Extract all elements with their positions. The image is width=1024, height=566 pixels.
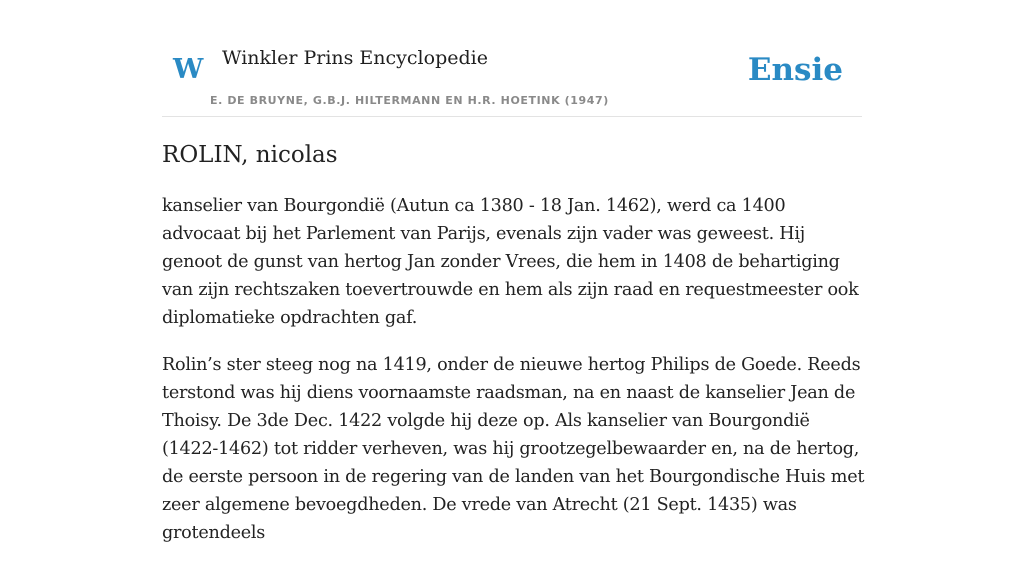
entry-paragraph: kanselier van Bourgondië (Autun ca 1380 - 18 Jan. 1462), werd ca 1400 advocaat bij het Parlement van Parijs, evenals zijn vader was geweest. Hij genoot de gunst van hertog Jan zonder Vrees, die hem in 1408 de behartiging van zijn rechtszaken toevertrouwde en hem als zijn raad en requestmeester ook diplomatieke opdrachten gaf. (162, 196, 859, 328)
winkler-prins-logo[interactable]: W (173, 54, 204, 85)
entry-body (162, 192, 867, 566)
ensie-brand-link[interactable]: Ensie (747, 52, 843, 88)
book-title[interactable]: Winkler Prins Encyclopedie (222, 47, 488, 69)
entry-paragraph: Rolin’s ster steeg nog na 1419, onder de nieuwe hertog Philips de Goede. Reeds terstond was hij diens voornaamste raadsman, na en naast de kanselier Jean de Thoisy. De 3de Dec. 1422 volgde hij deze op. Als kanselier van Bourgondië (1422-1462) tot ridder verheven, was hij grootzegelbewaarder en, na de hertog, de eerste persoon in de regering van de landen van het Bourgondische Huis met zeer algemene bevoegdheden. De vrede van Atrecht (21 Sept. 1435) was grotendeels (162, 355, 865, 543)
entry-title: ROLIN, nicolas (162, 142, 338, 168)
book-authors: E. DE BRUYNE, G.B.J. HILTERMANN EN H.R. HOETINK (1947) (210, 94, 609, 107)
site-header (162, 0, 862, 117)
